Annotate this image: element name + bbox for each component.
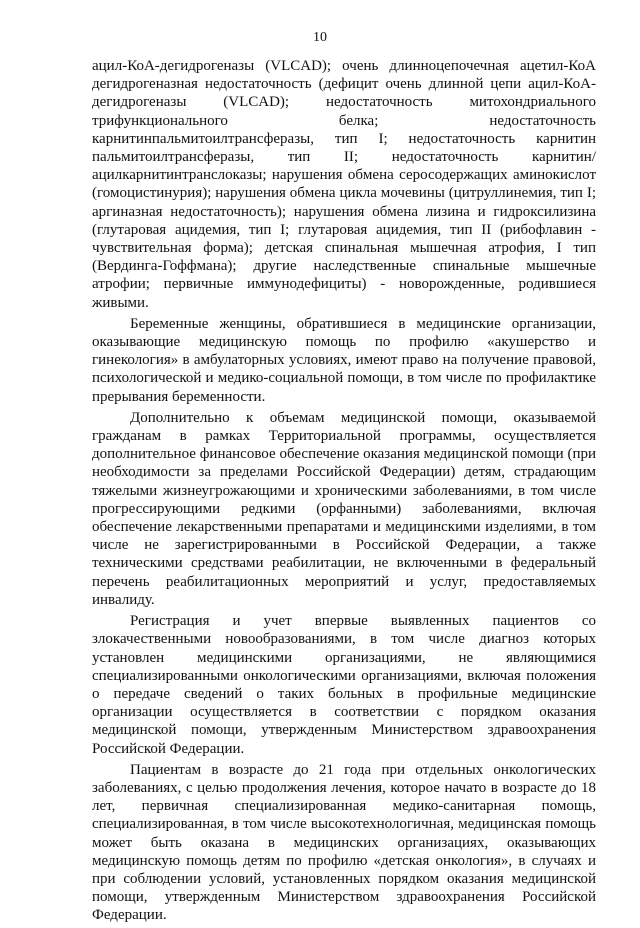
paragraph-pregnant-women: Беременные женщины, обратившиеся в медицинские организации, оказывающие медицинскую помощь по профилю «акушерство и гинекология» в амбулаторных условиях, имеют право на получение правовой, психологической и медико-социальной помощи, в том числе по профилактике прерывания беременности. [92, 315, 596, 405]
paragraph-additional-funding: Дополнительно к объемам медицинской помощи, оказываемой гражданам в рамках Территориальной программы, осуществляется дополнительное финансовое обеспечение оказания медицинской помощи (при необходимости за пределами Российской Федерации) детям, страдающим тяжелыми жизнеугрожающими и хроническими заболеваниями, в том числе прогрессирующими редкими (орфанными) заболеваниями, включая обеспечение лекарственными препаратами и медицинскими изделиями, в том числе не зарегистрированными в Российской Федерации, а также техническими средствами реабилитации, не включенными в федеральный перечень реабилитационных мероприятий и услуг, предоставляемых инвалиду. [92, 409, 596, 608]
document-body [92, 57, 596, 928]
paragraph-continuation: ацил-КоА-дегидрогеназы (VLCAD); очень длинноцепочечная ацетил-КоА дегидрогеназная недостаточность (дефицит очень длинной цепи ацил-КоА-дегидрогеназы (VLCAD); недостаточность митохондриального трифункционального белка; недостаточность карнитинпальмитоилтрансферазы, тип I; недостаточность карнитин пальмитоилтрансферазы, тип II; недостаточность карнитин/ацилкарнитинтранслоказы; нарушения обмена серосодержащих аминокислот (гомоцистинурия); нарушения обмена цикла мочевины (цитруллинемия, тип I; аргиназная недостаточность); нарушения обмена лизина и гидроксилизина (глутаровая ацидемия, тип I; глутаровая ацидемия, тип II (рибофлавин - чувствительная форма); детская спинальная мышечная атрофия, I тип (Вердинга-Гоффмана); другие наследственные спинальные мышечные атрофии; первичные иммунодефициты) - новорожденные, родившиеся живыми. [92, 58, 596, 311]
paragraph-cancer-registration: Регистрация и учет впервые выявленных пациентов со злокачественными новообразованиями, в том числе диагноз которых установлен медицинскими организациями, не являющимися специализированными онкологическими организациями, включая положения о передаче сведений о таких больных в профильные медицинские организации осуществляется в соответствии с порядком оказания медицинской помощи, утвержденным Министерством здравоохранения Российской Федерации. [92, 613, 596, 757]
page-number: 10 [313, 30, 327, 45]
paragraph-oncology-under-21: Пациентам в возрасте до 21 года при отдельных онкологических заболеваниях, с целью продолжения лечения, которое начато в возрасте до 18 лет, первичная специализированная медико-санитарная помощь, специализированная, в том числе высокотехнологичная, медицинская помощь может быть оказана в медицинских организациях, оказывающих медицинскую помощь детям по профилю «детская онкология», в случаях и при соблюдении условий, установленных порядком оказания медицинской помощи, утвержденным Министерством здравоохранения Российской Федерации. [92, 761, 596, 924]
